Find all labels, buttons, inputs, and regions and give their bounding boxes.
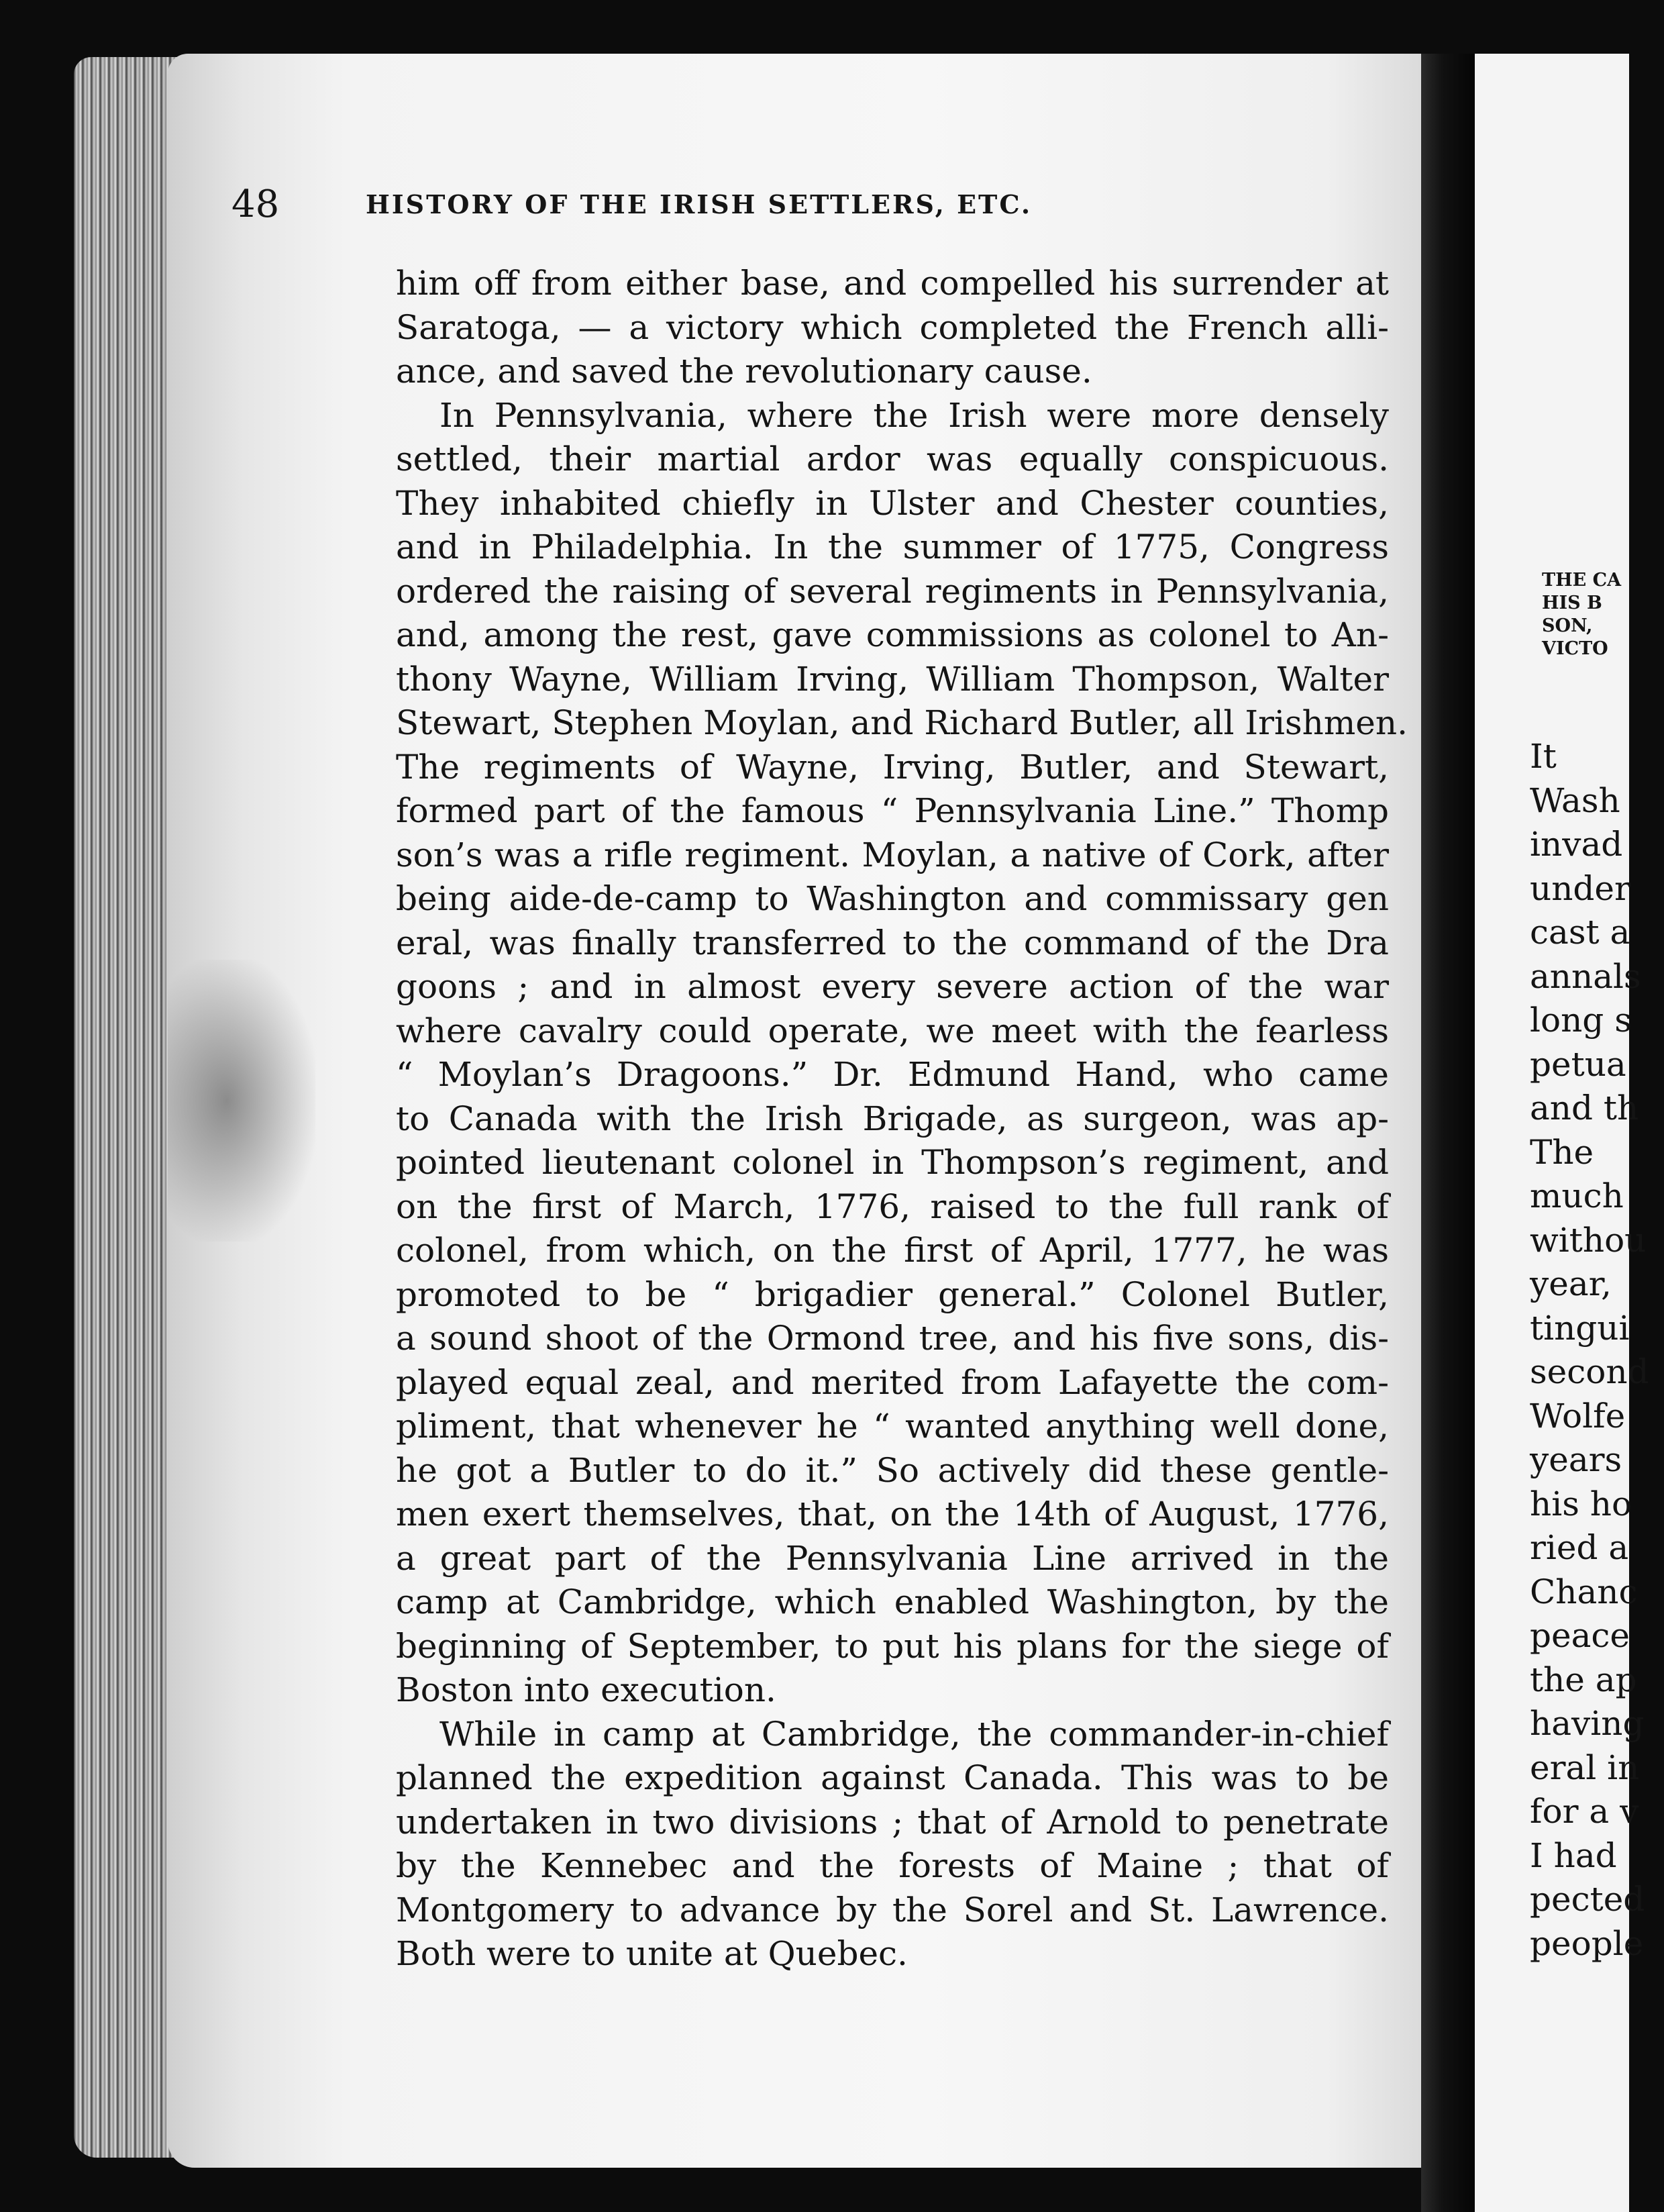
text-line: ordered the raising of several regiments in Pennsylvania, [396, 571, 1389, 611]
text-line: withou [1530, 1220, 1647, 1260]
text-line: annals [1530, 956, 1641, 996]
text-line: peace [1530, 1616, 1630, 1655]
text-line: Wash [1530, 781, 1620, 820]
text-line: son’s was a rifle regiment. Moylan, a native of Cork, after [396, 835, 1389, 874]
right-page-text [1530, 735, 1664, 1966]
page-stain [168, 960, 315, 1242]
heading-line: VICTO [1542, 638, 1608, 659]
text-line: goons ; and in almost every severe action of the war [396, 967, 1389, 1006]
text-line: pliment, that whenever he “ wanted anything well done, [396, 1407, 1389, 1446]
text-line: The [1530, 1132, 1594, 1172]
text-line: and, among the rest, gave commissions as colonel to An- [396, 615, 1389, 654]
text-line: I had [1530, 1836, 1617, 1875]
heading-line: THE CA [1542, 570, 1622, 591]
text-line: where cavalry could operate, we meet with the fearless [396, 1011, 1389, 1050]
text-line: years [1530, 1440, 1622, 1479]
text-line: eral, was finally transferred to the command of the Dra [396, 923, 1389, 962]
text-line: Montgomery to advance by the Sorel and St. Lawrence. [396, 1890, 1389, 1929]
text-line: second [1530, 1352, 1649, 1391]
text-line: people [1530, 1923, 1644, 1963]
text-line: planned the expedition against Canada. This was to be [396, 1758, 1389, 1797]
text-line: a great part of the Pennsylvania Line arrived in the [396, 1538, 1389, 1578]
text-line: him off from either base, and compelled his surrender at [396, 264, 1389, 303]
text-line: Wolfe [1530, 1396, 1626, 1436]
text-line: They inhabited chiefly in Ulster and Chester counties, [396, 483, 1389, 523]
text-line: he got a Butler to do it.” So actively did these gentle- [396, 1450, 1389, 1490]
text-line: men exert themselves, that, on the 14th of August, 1776, [396, 1495, 1389, 1534]
text-line: much [1530, 1176, 1624, 1215]
text-line: the ap [1530, 1660, 1637, 1699]
right-page-heading [1542, 569, 1636, 660]
text-line: colonel, from which, on the first of April, 1777, he was [396, 1231, 1389, 1270]
text-line: and in Philadelphia. In the summer of 1775, Congress [396, 527, 1389, 566]
text-line: to Canada with the Irish Brigade, as surgeon, was ap- [396, 1099, 1389, 1138]
text-line: formed part of the famous “ Pennsylvania Line.” Thomp [396, 791, 1389, 830]
text-line: by the Kennebec and the forests of Maine ; that of [396, 1846, 1389, 1885]
text-line: on the first of March, 1776, raised to the full rank of [396, 1187, 1389, 1226]
text-line: Saratoga, — a victory which completed the French alli- [396, 307, 1389, 347]
text-line: a sound shoot of the Ormond tree, and his five sons, dis- [396, 1319, 1389, 1358]
text-line: under [1530, 868, 1630, 908]
text-line: and th [1530, 1089, 1639, 1127]
text-line: invad [1530, 825, 1623, 864]
page-header [231, 174, 1392, 235]
text-line: having [1530, 1704, 1645, 1743]
running-head: HISTORY OF THE IRISH SETTLERS, ETC. [366, 189, 1033, 219]
text-line: The regiments of Wayne, Irving, Butler, and Stewart, [396, 747, 1389, 787]
text-line: cast a [1530, 913, 1630, 952]
text-line: It [1530, 737, 1557, 776]
text-line: pected [1530, 1880, 1645, 1919]
heading-line: SON, [1542, 615, 1593, 636]
text-line: thony Wayne, William Irving, William Thompson, Walter [396, 659, 1389, 699]
heading-line: HIS B [1542, 593, 1602, 613]
text-line: being aide-de-camp to Washington and commissary gen [396, 879, 1389, 918]
text-line: ried a [1530, 1528, 1629, 1567]
text-line: pointed lieutenant colonel in Thompson’s regiment, and [396, 1143, 1389, 1182]
text-line: “ Moylan’s Dragoons.” Dr. Edmund Hand, who came [396, 1055, 1389, 1094]
text-line: camp at Cambridge, which enabled Washington, by the [396, 1582, 1389, 1621]
body-text [396, 262, 1408, 1976]
text-line: long s [1530, 1001, 1632, 1040]
text-line: played equal zeal, and merited from Lafayette the com- [396, 1362, 1389, 1402]
text-line: Both were to unite at Quebec. [396, 1934, 908, 1973]
text-line: settled, their martial ardor was equally conspicuous. [396, 440, 1389, 479]
text-line: In Pennsylvania, where the Irish were more densely [439, 395, 1389, 435]
text-line: tingui [1530, 1308, 1630, 1348]
text-line: ance, and saved the revolutionary cause. [396, 352, 1092, 391]
text-line: promoted to be “ brigadier general.” Colonel Butler, [396, 1274, 1389, 1314]
text-line: year, [1530, 1264, 1612, 1303]
text-line: for a v [1530, 1792, 1639, 1831]
book-gutter [1421, 54, 1475, 2212]
text-line: undertaken in two divisions ; that of Arnold to penetrate [396, 1802, 1389, 1842]
text-line: Chanc [1530, 1572, 1638, 1611]
page-number: 48 [231, 183, 280, 226]
text-line: petua [1530, 1044, 1626, 1084]
text-line: his ho [1530, 1484, 1632, 1523]
text-line: Boston into execution. [396, 1670, 776, 1709]
text-line: eral in [1530, 1748, 1640, 1787]
text-line: While in camp at Cambridge, the commander-in-chief [439, 1714, 1389, 1754]
text-line: Stewart, Stephen Moylan, and Richard Butler, all Irishmen. [396, 703, 1408, 742]
text-line: beginning of September, to put his plans for the siege of [396, 1626, 1389, 1666]
